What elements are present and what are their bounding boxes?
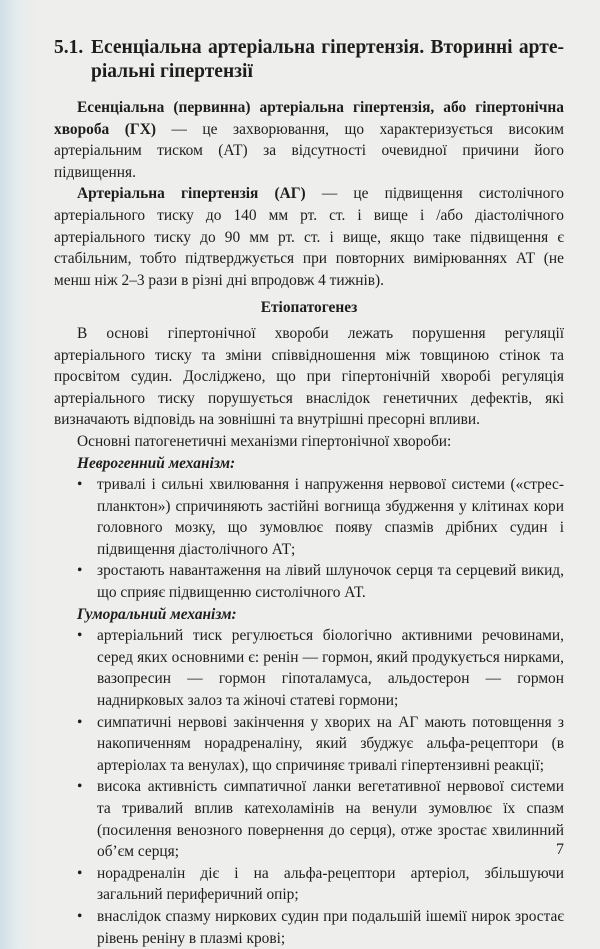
list-item-text: симпатичні нервові закінчення у хворих на АГ мають потовщення з накопиченням норадреналіну, який збуджує альфа-рецептори (в артеріолах та венулах), що спричиняє тривалі гіпертензивні реакції; [97,713,564,774]
definition-essential [54,97,564,183]
list-item [54,863,564,906]
humoral-heading: Гуморальний механізм: [77,605,237,623]
list-item [54,776,564,862]
bullet-icon: • [77,864,83,882]
section-number: 5.1. [54,37,84,58]
bullet-icon: • [77,907,83,925]
definition-term: Артеріальна гіпертензія (АГ) [77,185,306,203]
neurogenic-list [54,474,564,604]
bullet-icon: • [77,627,83,645]
list-item-text: тривалі і сильні хвилювання і напруження нервової системи («стрес-планктон») спричиняють застійні вогнища збудження у клітинах кори головного мозку, що зумовлює появу спазмів дрібних судин і підвищення діастолічного АТ; [97,476,564,558]
section-title-text: Есенціальна артеріальна гіпертензія. Вторинні арте-ріальні гіпертензії [91,37,564,82]
bullet-icon: • [77,562,83,580]
list-item-text: внаслідок спазму ниркових судин при подальшій ішемії нирок зростає рівень реніну в плазмі крові; [97,907,564,947]
neurogenic-heading: Неврогенний механізм: [77,454,236,472]
list-item-text: зростають навантаження на лівий шлуночок серця та серцевий викид, що сприяє підвищенню систолічного АТ. [97,562,564,602]
humoral-list [54,625,564,949]
definition-ag [54,183,564,291]
definition-text: — це захворювання, що характеризується високим артеріальним тиском (АТ) за відсутності очевидної причини його підвищення. [54,120,564,181]
list-item [54,906,564,949]
list-item [54,625,564,711]
mechanisms-intro: Основні патогенетичні механізми гіпертонічної хвороби: [77,432,452,450]
list-item [54,712,564,777]
list-item [54,474,564,560]
bullet-icon: • [77,476,83,494]
definition-term: Есенціальна (первинна) артеріальна гіпертензія, або гіпертонічна хвороба (ГХ) [54,99,564,138]
list-item-text: висока активність симпатичної ланки вегетативної нервової системи та тривалий вплив катехоламінів на венули зумовлює їх спазм (посилення венозного повернення до серця), отже зростає хвилинний об’єм серця; [97,778,564,861]
list-item [54,560,564,603]
page-number: 7 [556,841,564,858]
list-item-text: артеріальний тиск регулюється біологічно активними речовинами, серед яких основними є: ренін — гормон, який продукується нирками, вазопресин — гормон гіпоталамуса, альдостерон — гормон наднирковых залоз та жіночі статеві гормони; [97,627,564,710]
section-title [54,36,564,84]
definition-text: — це підвищення систолічного артеріального тиску до 140 мм рт. ст. і вище і /або діастолічного артеріального тиску до 90 мм рт. ст. і вище, якщо таке підвищення є стабільним, тобто підтверджується при повторних вимірюваннях АТ (не менш ніж 2–3 рази в різні дні впродовж 4 тижнів). [54,185,564,289]
bullet-icon: • [77,713,83,731]
etiology-heading: Етіопатогенез [260,299,358,317]
page-content [54,36,564,949]
etiology-paragraph: В основі гіпертонічної хвороби лежать порушення регуляції артеріального тиску та зміни співвідношення між товщиною стінок та просвітом судин. Досліджено, що при гіпертонічній хворобі регуляція артеріального тиску порушується внаслідок генетичних дефектів, які визначають відповідь на зовнішні та внутрішні пресорні впливи. [54,324,564,429]
list-item-text: норадреналін діє і на альфа-рецептори артеріол, збільшуючи загальний периферичний опір; [97,864,564,904]
bullet-icon: • [77,778,83,796]
